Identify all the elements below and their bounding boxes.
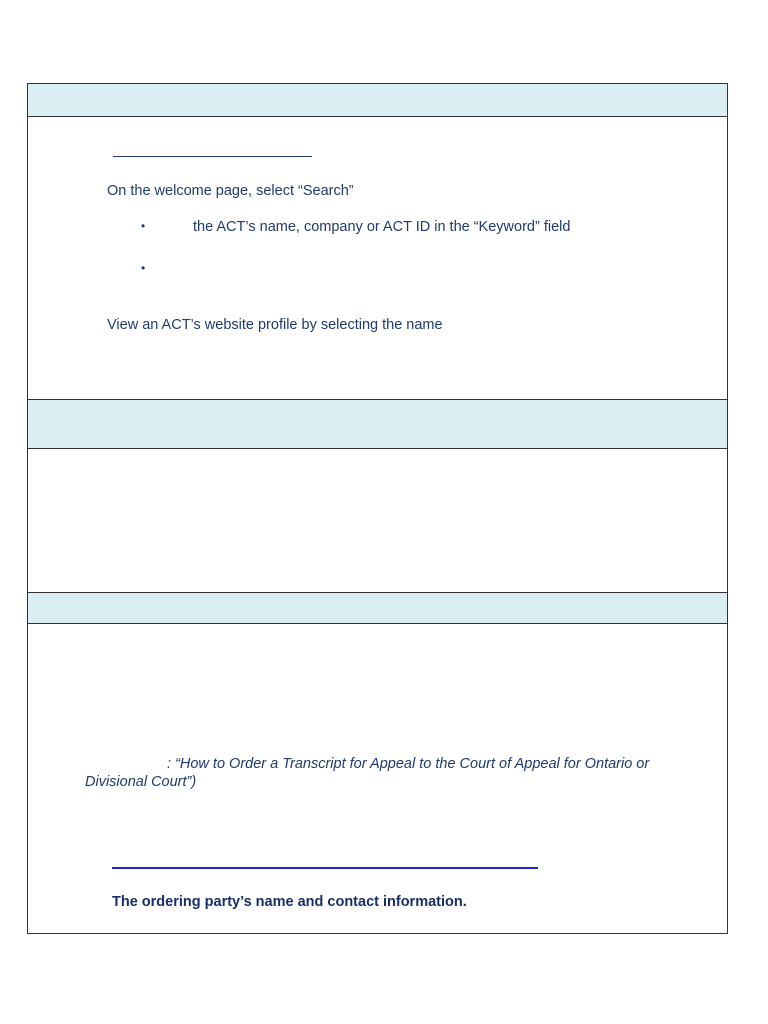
section-header-band-3 <box>28 593 727 623</box>
section-header-band-2 <box>28 400 727 448</box>
divider-line <box>28 116 727 117</box>
section-header-band-1 <box>28 84 727 116</box>
transcript-guide-reference: : “How to Order a Transcript for Appeal to the Court of Appeal for Ontario or <box>167 756 650 772</box>
transcript-guide-reference-cont: Divisional Court”) <box>85 774 197 790</box>
bullet-marker: • <box>141 219 146 233</box>
search-instruction-text: On the welcome page, select “Search” <box>107 183 354 199</box>
divider-line <box>28 448 727 449</box>
heading-underline <box>113 156 312 157</box>
keyword-field-instruction: the ACT’s name, company or ACT ID in the “Keyword” field <box>193 219 571 235</box>
bullet-marker: • <box>141 261 146 275</box>
document-table <box>27 83 728 934</box>
ordering-party-info: The ordering party’s name and contact information. <box>112 894 467 910</box>
profile-instruction-text: View an ACT’s website profile by selecting the name <box>107 317 443 333</box>
link-underline <box>112 867 538 869</box>
divider-line <box>28 623 727 624</box>
